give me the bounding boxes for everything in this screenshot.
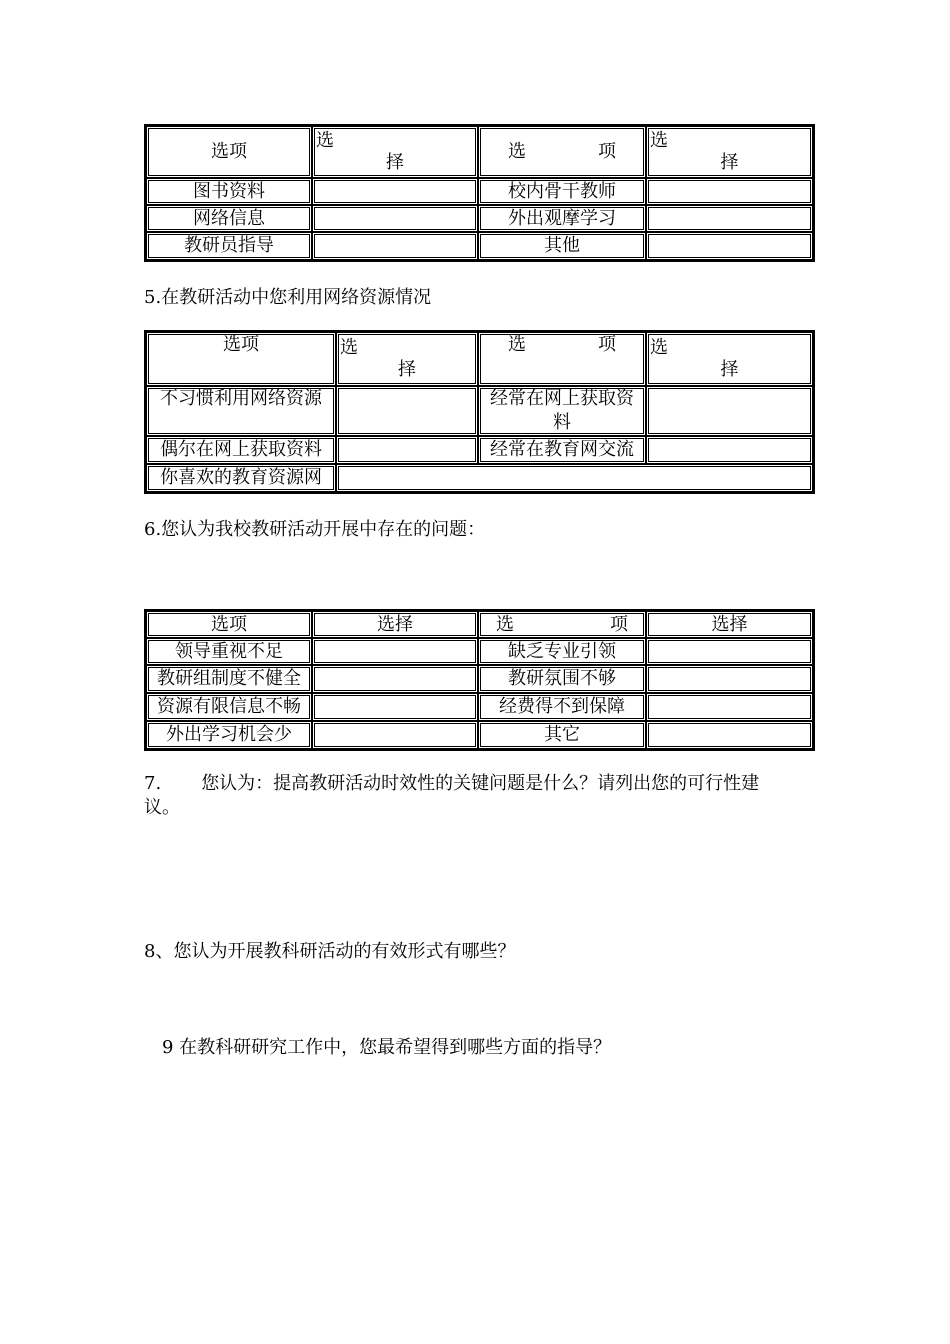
select-cell[interactable] — [646, 665, 813, 693]
select-cell[interactable] — [312, 232, 478, 260]
select-cell[interactable] — [646, 386, 813, 436]
select-cell[interactable] — [336, 386, 478, 436]
option-cell: 教研员指导 — [146, 232, 312, 260]
table-network-resources — [144, 330, 815, 494]
option-cell: 资源有限信息不畅 — [146, 693, 312, 721]
select-cell[interactable] — [336, 436, 478, 464]
option-cell: 经常在教育网交流 — [478, 436, 646, 464]
header-select-2: 选 择 — [646, 332, 813, 386]
select-cell[interactable] — [312, 693, 478, 721]
option-cell: 其它 — [478, 721, 646, 749]
select-cell[interactable] — [646, 721, 813, 749]
table-problems — [144, 609, 815, 751]
question-7 — [144, 772, 814, 820]
select-cell[interactable] — [646, 232, 813, 260]
option-cell: 教研氛围不够 — [478, 665, 646, 693]
header-option-2: 选 项 — [478, 126, 646, 178]
option-cell: 外出学习机会少 — [146, 721, 312, 749]
header-select-2: 选择 — [646, 611, 813, 638]
header-select-2: 选 择 — [646, 126, 813, 178]
option-cell: 外出观摩学习 — [478, 205, 646, 232]
option-cell: 偶尔在网上获取资料 — [146, 436, 336, 464]
select-cell[interactable] — [646, 436, 813, 464]
answer-cell[interactable] — [336, 464, 813, 492]
select-cell[interactable] — [312, 638, 478, 665]
option-cell: 经常在网上获取资 料 — [478, 386, 646, 436]
question-9-title: 9 在教科研研究工作中，您最希望得到哪些方面的指导？ — [162, 1037, 612, 1058]
question-7-text-cont: 议。 — [144, 797, 180, 818]
select-cell[interactable] — [646, 205, 813, 232]
select-cell[interactable] — [312, 721, 478, 749]
question-5-title: 5.在教研活动中您利用网络资源情况 — [144, 287, 432, 308]
table-sources — [144, 124, 815, 262]
option-cell: 领导重视不足 — [146, 638, 312, 665]
select-cell[interactable] — [646, 638, 813, 665]
header-option-2: 选 项 — [478, 332, 646, 386]
header-option-2: 选 项 — [478, 611, 646, 638]
select-cell[interactable] — [646, 178, 813, 205]
option-cell: 图书资料 — [146, 178, 312, 205]
select-cell[interactable] — [312, 205, 478, 232]
select-cell[interactable] — [312, 665, 478, 693]
select-cell[interactable] — [312, 178, 478, 205]
header-option: 选项 — [146, 332, 336, 386]
option-cell: 不习惯利用网络资源 — [146, 386, 336, 436]
header-option: 选项 — [146, 611, 312, 638]
option-cell: 你喜欢的教育资源网 — [146, 464, 336, 492]
header-select: 选择 — [312, 611, 478, 638]
option-cell: 教研组制度不健全 — [146, 665, 312, 693]
question-8-title: 8、您认为开展教科研活动的有效形式有哪些？ — [144, 941, 516, 962]
option-cell: 缺乏专业引领 — [478, 638, 646, 665]
question-7-number: 7. — [144, 773, 162, 794]
option-cell: 经费得不到保障 — [478, 693, 646, 721]
option-cell: 校内骨干教师 — [478, 178, 646, 205]
header-option: 选项 — [146, 126, 312, 178]
question-7-text: 您认为：提高教研活动时效性的关键问题是什么？请列出您的可行性建 — [201, 773, 760, 794]
option-cell: 其他 — [478, 232, 646, 260]
header-select: 选 择 — [312, 126, 478, 178]
question-6-title: 6.您认为我校教研活动开展中存在的问题： — [144, 519, 486, 540]
header-select: 选 择 — [336, 332, 478, 386]
select-cell[interactable] — [646, 693, 813, 721]
option-cell: 网络信息 — [146, 205, 312, 232]
